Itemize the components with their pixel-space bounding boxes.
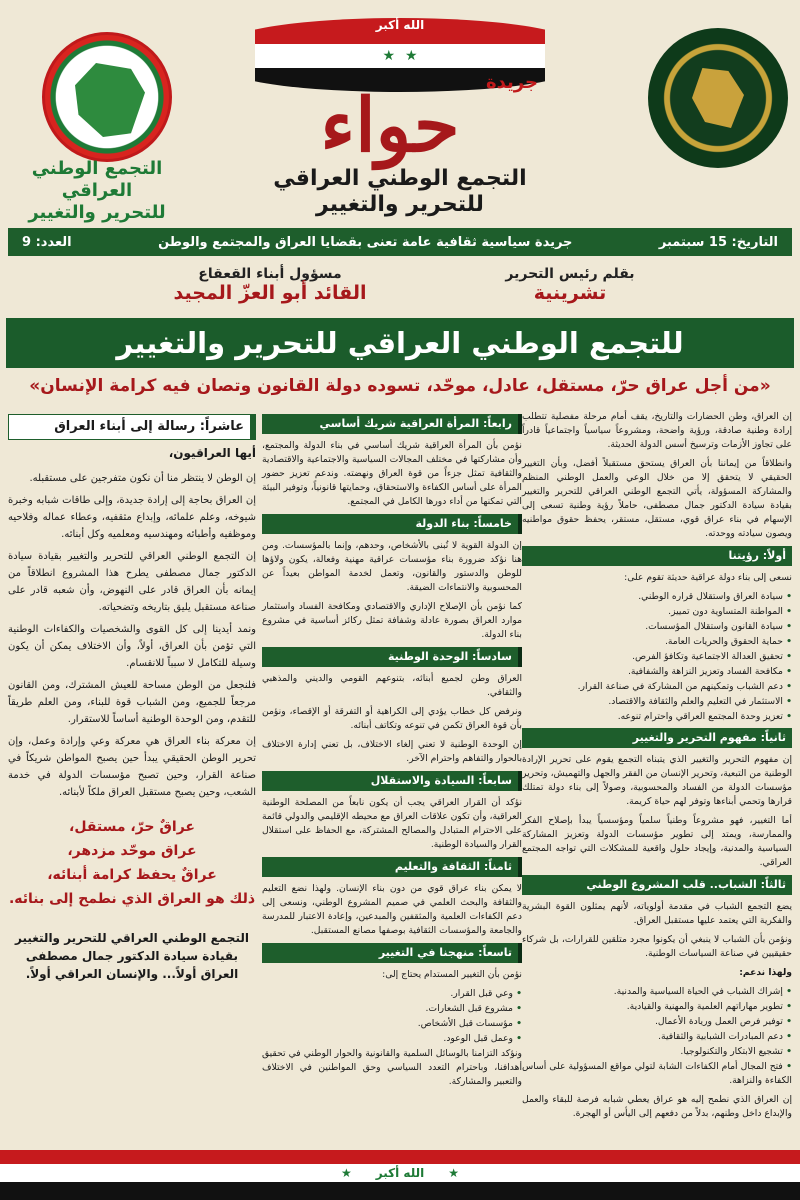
section-paragraph: ونرفض كل خطاب يؤدي إلى الكراهية أو التفرقة أو الإقصاء، ونؤمن بأن قوة العراق تكمن في تنوعه وتكاتف أبنائه. (262, 706, 522, 731)
issue-date: التاريخ: 15 سبتمبر (658, 234, 778, 250)
list-item: • وعمل قبل الوعود. (262, 1032, 522, 1046)
list-item: • مشروع قبل الشعارات. (262, 1002, 522, 1016)
section-paragraph: أما التغيير، فهو مشروعاً وطنياً سلمياً ومؤسسياً يبدأ بإصلاح الفكر والممارسة، ويمتد إلى تطوير مؤسسات الدولة وتعزيز المشاركة السياسية والمدنية، وإيجاد حلول واقعية للمشكلات التي تواجه المجتمع العراقي. (522, 815, 792, 868)
iraq-flag-footer (0, 1150, 800, 1200)
intro-paragraph: إن العراق، وطن الحضارات والتاريخ، يقف أمام مرحلة مفصلية تتطلب إرادة وطنية صادقة، ورؤية واضحة، ومشروعاً سياسياً واجتماعياً قادراً على تجاوز الأزمات وترسيخ أسس الدولة الحديثة. (522, 411, 792, 450)
masthead-subtitle: التجمع الوطني العراقي للتحرير والتغيير (273, 166, 527, 217)
paper-description: جريدة سياسية ثقافية عامة تعنى بقضايا العراق والمجتمع والوطن (158, 234, 573, 250)
section-paragraph: كما نؤمن بأن الإصلاح الإداري والاقتصادي ومكافحة الفساد واستثمار موارد العراق بصورة عادلة وشفافة تمثل ركائز أساسية في مشروع بناء الدولة. (262, 601, 522, 640)
section-paragraph: ونؤمن بأن الشباب لا ينبغي أن يكونوا مجرد متلقين للقرارات، بل شركاء حقيقيين في صناعة السياسات الوطنية. (522, 934, 792, 959)
letter-paragraph: إن معركة بناء العراق هي معركة وعي وإرادة وعمل، وإن تحرير الوطن الحقيقي يبدأ حين يصبح المواطن شريكاً في صناعة القرار، وحين تصبح مؤسسات الدولة في خدمة الشعب، وحين يصبح مستقبل العراق ملكاً لأبنائه. (8, 736, 256, 798)
masthead-title: حواء (320, 83, 460, 169)
method-list (262, 987, 522, 1046)
headline-banner: للتجمع الوطني العراقي للتحرير والتغيير (6, 318, 794, 368)
paper-word: جريدة (486, 72, 538, 93)
star-icon: ★ (341, 1166, 352, 1180)
letter-paragraph: ونمد أيدينا إلى كل القوى والشخصيات والكفاءات الوطنية التي تؤمن بأن العراق، أولاً، وأن الاختلاف يمكن أن يكون وسيلة للتكامل لا سبباً للانقسام. (8, 624, 256, 669)
list-item: • حماية الحقوق والحريات العامة. (522, 635, 792, 649)
section-lead: نؤمن بأن التغيير المستدام يحتاج إلى: (382, 969, 522, 980)
section-paragraph: إن الوحدة الوطنية لا تعني إلغاء الاختلاف، بل تعني إدارة الاختلاف بالحوار والتفاهم واحترام الآخر. (262, 739, 522, 764)
greeting: أيها العراقيون، (168, 446, 256, 460)
section-paragraph: يضع التجمع الشباب في مقدمة أولوياته، لأنهم يمثلون القوة البشرية والفكرية التي يعتمد عليها مستقبل العراق. (522, 901, 792, 926)
iraq-map-icon (75, 63, 145, 137)
youth-list (522, 985, 792, 1088)
section-heading: سادساً: الوحدة الوطنية (262, 647, 522, 667)
section-paragraph: نؤمن بأن المرأة العراقية شريك أساسي في بناء الدولة والمجتمع، وأن مشاركتها في مختلف المجالات السياسية والاجتماعية والاقتصادية والثقافية تمثل جزءاً من قوة العراق ونهضته. وندعم تعزيز حضور المرأة على أساس الكفاءة والاستحقاق، وحمايتها قانونياً، وتوفير البيئة التي تمكنها من أداء دورها الكامل في المجتمع. (262, 440, 522, 507)
section-heading: رابعاً: المرأة العراقية شريك أساسي (262, 414, 522, 434)
qaqaa-emblem-logo (648, 28, 788, 168)
section-lead: ولهذا ندعم: (739, 967, 792, 978)
letter-paragraph: إن التجمع الوطني العراقي للتحرير والتغيير بقيادة سيادة الدكتور جمال مصطفى يطرح هذا المشروع انطلاقاً من إيمانه بأن العراق قادر على النهوض، وأن شعبه قادر على صناعة مستقبل يليق بتاريخه وتضحياته. (8, 551, 256, 613)
section-paragraph: نؤكد أن القرار العراقي يجب أن يكون نابعاً من المصلحة الوطنية العراقية، وأن تكون علاقات العراق مع محيطه الإقليمي والدولي قائمة على الاحترام المتبادل والمصالح المشتركة، مع الحفاظ على استقلال القرار والسيادة الوطنية. (262, 797, 522, 850)
section-paragraph: إن الدولة القوية لا تُبنى بالأشخاص، وحدهم، وإنما بالمؤسسات. ومن هنا نؤكد ضرورة بناء مؤسسات عراقية مهنية وفعالة، يكون ولاؤها للوطن والدستور والقانون، وتعمل لخدمة المواطن بعيداً عن المحسوبية والانتماءات الضيقة. (262, 540, 522, 593)
star-icon: ★ (448, 1166, 459, 1180)
section-heading: أولاً: رؤيتنا (522, 546, 792, 566)
editor-byline: بقلم رئيس التحرير تشرينية (505, 266, 635, 304)
issue-info-bar (8, 228, 792, 256)
star-icon: ★ (382, 48, 395, 64)
list-item: • تحقيق العدالة الاجتماعية وتكافؤ الفرص. (522, 650, 792, 664)
right-column (522, 410, 792, 1126)
section-paragraph: العراق وطن لجميع أبنائه، بتنوعهم القومي والديني والمذهبي والثقافي. (262, 673, 522, 698)
section-heading: سابعاً: السيادة والاستقلال (262, 771, 522, 791)
vision-list (522, 590, 792, 724)
closing-motto: عراقٌ حرّ، مستقل، عراق موحّد مزدهر، عراقٌ يحفظ كرامة أبنائه، ذلك هو العراق الذي نطمح إلى بنائه. (8, 819, 256, 907)
section-heading: ثالثاً: الشباب.. قلب المشروع الوطني (522, 875, 792, 895)
commander-byline: مسؤول أبناء القعقاع القائد أبو العزّ المجيد (173, 266, 367, 304)
closing-paragraph: إن العراق الذي نطمح إليه هو عراق يعطي شبابه فرصة للبقاء والعمل والإبداع داخل وطنهم، بدلاً من دفعهم إلى اليأس أو الهجرة. (522, 1094, 792, 1119)
list-item: • دعم المبادرات الشبابية والثقافية. (522, 1030, 792, 1044)
list-item: • الاستثمار في التعليم والعلم والثقافة والاقتصاد. (522, 695, 792, 709)
section-heading: عاشراً: رسالة إلى أبناء العراق (8, 414, 256, 440)
list-item: • تشجيع الابتكار والتكنولوجيا. (522, 1045, 792, 1059)
list-item: • دعم الشباب وتمكينهم من المشاركة في صناعة القرار. (522, 680, 792, 694)
section-paragraph: ونؤكد التزامنا بالوسائل السلمية والقانونية والحوار الوطني في تحقيق أهدافنا، وباحترام التعدد السياسي وحق المواطنين في الاختلاف والتعبير والمشاركة. (262, 1048, 522, 1087)
section-heading: ثانياً: مفهوم التحرير والتغيير (522, 728, 792, 748)
list-item: • المواطنة المتساوية دون تمييز. (522, 605, 792, 619)
national-gathering-logo (42, 32, 172, 162)
takbir-text: الله أكبر (375, 18, 425, 32)
section-heading: تاسعاً: منهجنا في التغيير (262, 943, 522, 963)
section-heading: خامساً: بناء الدولة (262, 514, 522, 534)
list-item: • مؤسسات قبل الأشخاص. (262, 1017, 522, 1031)
list-item: • سيادة العراق واستقلال قراره الوطني. (522, 590, 792, 604)
horseman-icon (692, 68, 744, 128)
section-paragraph: لا يمكن بناء عراق قوي من دون بناء الإنسان. ولهذا نضع التعليم والثقافة والبحث العلمي في صميم المشروع الوطني، ونسعى إلى دعم الكفاءات العلمية والمثقفين والمبدعين، وإعادة الاعتبار للمدرسة والجامعة والمؤسسات الثقافية بوصفها مصانع المستقبل. (262, 883, 522, 936)
issue-number: العدد: 9 (22, 234, 72, 250)
list-item: • وعي قبل القرار. (262, 987, 522, 1001)
section-paragraph: إن مفهوم التحرير والتغيير الذي يتبناه التجمع يقوم على تحرير الإرادة الوطنية من التبعية، وتحرير الإنسان من الفقر والجهل والتهميش، وتحرير مؤسسات الدولة من الفساد والمحسوبية، وصولاً إلى بناء دولة تمتلك قرارها وتحمي أبناءها وتوفر لهم حياة كريمة. (522, 754, 792, 807)
list-item: • فتح المجال أمام الكفاءات الشابة لتولي مواقع المسؤولية على أساس الكفاءة والنزاهة. (522, 1060, 792, 1088)
middle-column (262, 410, 522, 1094)
list-item: • سيادة القانون واستقلال المؤسسات. (522, 620, 792, 634)
letter-paragraph: إن الوطن لا ينتظر منا أن نكون متفرجين على مستقبله. (29, 473, 256, 484)
letter-paragraph: إن العراق بحاجة إلى إرادة جديدة، وإلى طاقات شبابه وخبرة شيوخه، وعلم علمائه، وإبداع مثقفيه، وعطاء عماله وفلاحيه وموظفيه وأطبائه ومهندسيه ومعلميه وكل أبنائه. (8, 495, 256, 540)
section-heading: ثامناً: الثقافة والتعليم (262, 857, 522, 877)
list-item: • تعزيز وحدة المجتمع العراقي واحترام تنوعه. (522, 710, 792, 724)
list-item: • توفير فرص العمل وريادة الأعمال. (522, 1015, 792, 1029)
logo-caption: التجمع الوطني العراقي للتحرير والتغيير (28, 158, 166, 223)
letter-paragraph: فلنجعل من الوطن مساحة للعيش المشترك، ومن القانون مرجعاً للجميع، ومن الشباب قوة للبناء، ومن العلم طريقاً للتقدم، ومن الوحدة الوطنية أساساً للاستقرار. (8, 680, 256, 725)
list-item: • إشراك الشباب في الحياة السياسية والمدنية. (522, 985, 792, 999)
signature-block: التجمع الوطني العراقي للتحرير والتغيير بقيادة سيادة الدكتور جمال مصطفى العراق أولاً... والإنسان العراقي أولاً. (15, 931, 249, 981)
star-icon: ★ (405, 48, 418, 64)
intro-paragraph: وانطلاقاً من إيماننا بأن العراق يستحق مستقبلاً أفضل، وبأن التغيير الحقيقي لا يتحقق إلا من خلال الوعي والعمل الوطني المنظم والمشاركة المسؤولة، يأتي التجمع الوطني العراقي للتحرير والتغيير بقيادة سيادة الدكتور جمال مصطفى، حاملاً رؤية وطنية تسعى إلى الإسهام في بناء عراق قوي، مستقل، مستقر، يحفظ حقوق مواطنيه ويصون سيادته ووحدته. (522, 458, 792, 539)
section-lead: نسعى إلى بناء دولة عراقية حديثة تقوم على: (624, 572, 792, 583)
footer-takbir: الله أكبر (375, 1166, 425, 1180)
list-item: • مكافحة الفساد وتعزيز النزاهة والشفافية. (522, 665, 792, 679)
left-column (8, 410, 256, 983)
slogan: «من أجل عراق حرّ، مستقل، عادل، موحّد، تسوده دولة القانون وتصان فيه كرامة الإنسان» (29, 376, 771, 396)
list-item: • تطوير مهاراتهم العلمية والمهنية والقيادية. (522, 1000, 792, 1014)
